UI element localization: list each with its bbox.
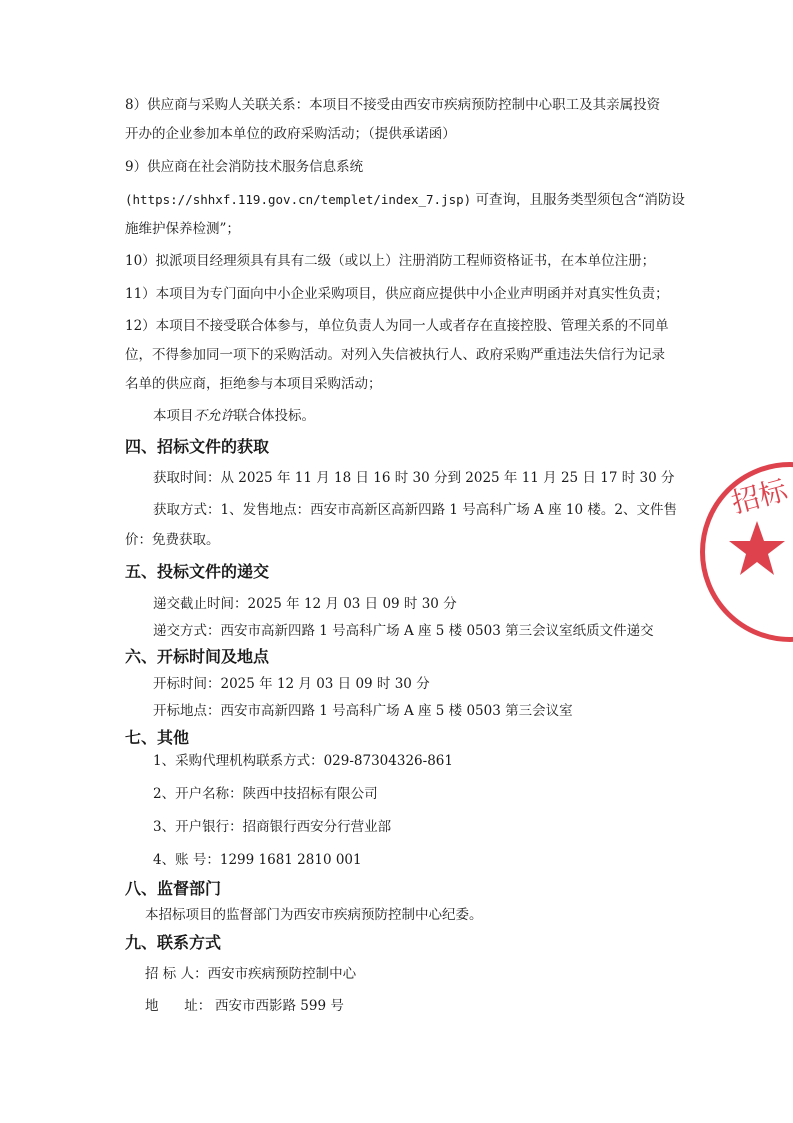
seal-star-icon: [727, 519, 787, 579]
clause-10: 10）拟派项目经理须具有具有二级（或以上）注册消防工程师资格证书，在本单位注册；: [125, 253, 656, 269]
section-7-item-1: 1、采购代理机构联系方式：029-87304326-861: [153, 753, 453, 769]
clause-11: 11）本项目为专门面向中小企业采购项目，供应商应提供中小企业声明函并对真实性负责；: [125, 286, 669, 302]
consortium-statement: [153, 406, 315, 426]
clause-9-line-1: 9）供应商在社会消防技术服务信息系统: [125, 159, 364, 175]
clause-8-line-1: 8）供应商与采购人关联关系：本项目不接受由西安市疾病预防控制中心职工及其亲属投资: [125, 97, 661, 113]
address-value: 西安市西影路 599 号: [215, 998, 344, 1014]
section-5-method: 递交方式：西安市高新四路 1 号高科广场 A 座 5 楼 0503 第三会议室纸质文件递交: [153, 623, 654, 639]
clause-12-line-1: 12）本项目不接受联合体参与，单位负责人为同一人或者存在直接控股、管理关系的不同单: [125, 318, 669, 334]
clause-9-url: (https://shhxf.119.gov.cn/templet/index_7.jsp): [125, 192, 472, 207]
clause-9-line-2-text: 可查询，且服务类型须包含“消防设: [475, 192, 685, 208]
consortium-prefix: 本项目: [153, 408, 194, 424]
section-9-heading: 九、联系方式: [125, 933, 222, 952]
section-4-heading: 四、招标文件的获取: [125, 437, 270, 456]
consortium-italic: 不允许: [193, 408, 234, 424]
clause-9-line-3: 施维护保养检测”；: [125, 221, 240, 237]
section-9-bidder: [145, 964, 356, 984]
section-6-time: 开标时间：2025 年 12 月 03 日 09 时 30 分: [153, 676, 430, 692]
section-5-deadline: 递交截止时间：2025 年 12 月 03 日 09 时 30 分: [153, 596, 457, 612]
official-seal: [700, 462, 793, 642]
clause-8-line-2: 开办的企业参加本单位的政府采购活动；（提供承诺函）: [125, 126, 456, 142]
section-6-place: 开标地点：西安市高新四路 1 号高科广场 A 座 5 楼 0503 第三会议室: [153, 703, 573, 719]
section-9-address: [145, 996, 344, 1016]
section-8-text: 本招标项目的监督部门为西安市疾病预防控制中心纪委。: [145, 907, 483, 923]
section-8-heading: 八、监督部门: [125, 879, 222, 898]
seal-text: 招标: [728, 473, 791, 520]
section-7-item-4: 4、账 号：1299 1681 2810 001: [153, 852, 362, 868]
clause-12-line-3: 名单的供应商，拒绝参与本项目采购活动；: [125, 376, 382, 392]
section-6-heading: 六、开标时间及地点: [125, 647, 270, 666]
section-5-heading: 五、投标文件的递交: [125, 562, 270, 581]
section-4-method-line-1: 获取方式：1、发售地点：西安市高新区高新四路 1 号高科广场 A 座 10 楼。2、文件售: [153, 502, 677, 518]
section-7-item-3: 3、开户银行：招商银行西安分行营业部: [153, 819, 392, 835]
clause-9-line-2: [125, 190, 685, 210]
bidder-value: 西安市疾病预防控制中心: [207, 966, 357, 982]
consortium-suffix: 联合体投标。: [234, 408, 315, 424]
clause-12-line-2: 位，不得参加同一项下的采购活动。对列入失信被执行人、政府采购严重违法失信行为记录: [125, 347, 665, 363]
address-label: 地 址：: [145, 998, 212, 1014]
section-7-heading: 七、其他: [125, 728, 190, 747]
section-4-time: 获取时间：从 2025 年 11 月 18 日 16 时 30 分到 2025 年 11 月 25 日 17 时 30 分: [153, 470, 675, 486]
section-7-item-2: 2、开户名称：陕西中技招标有限公司: [153, 786, 378, 802]
bidder-label: 招 标 人：: [145, 966, 208, 982]
section-4-method-line-2: 价：免费获取。: [125, 532, 220, 548]
